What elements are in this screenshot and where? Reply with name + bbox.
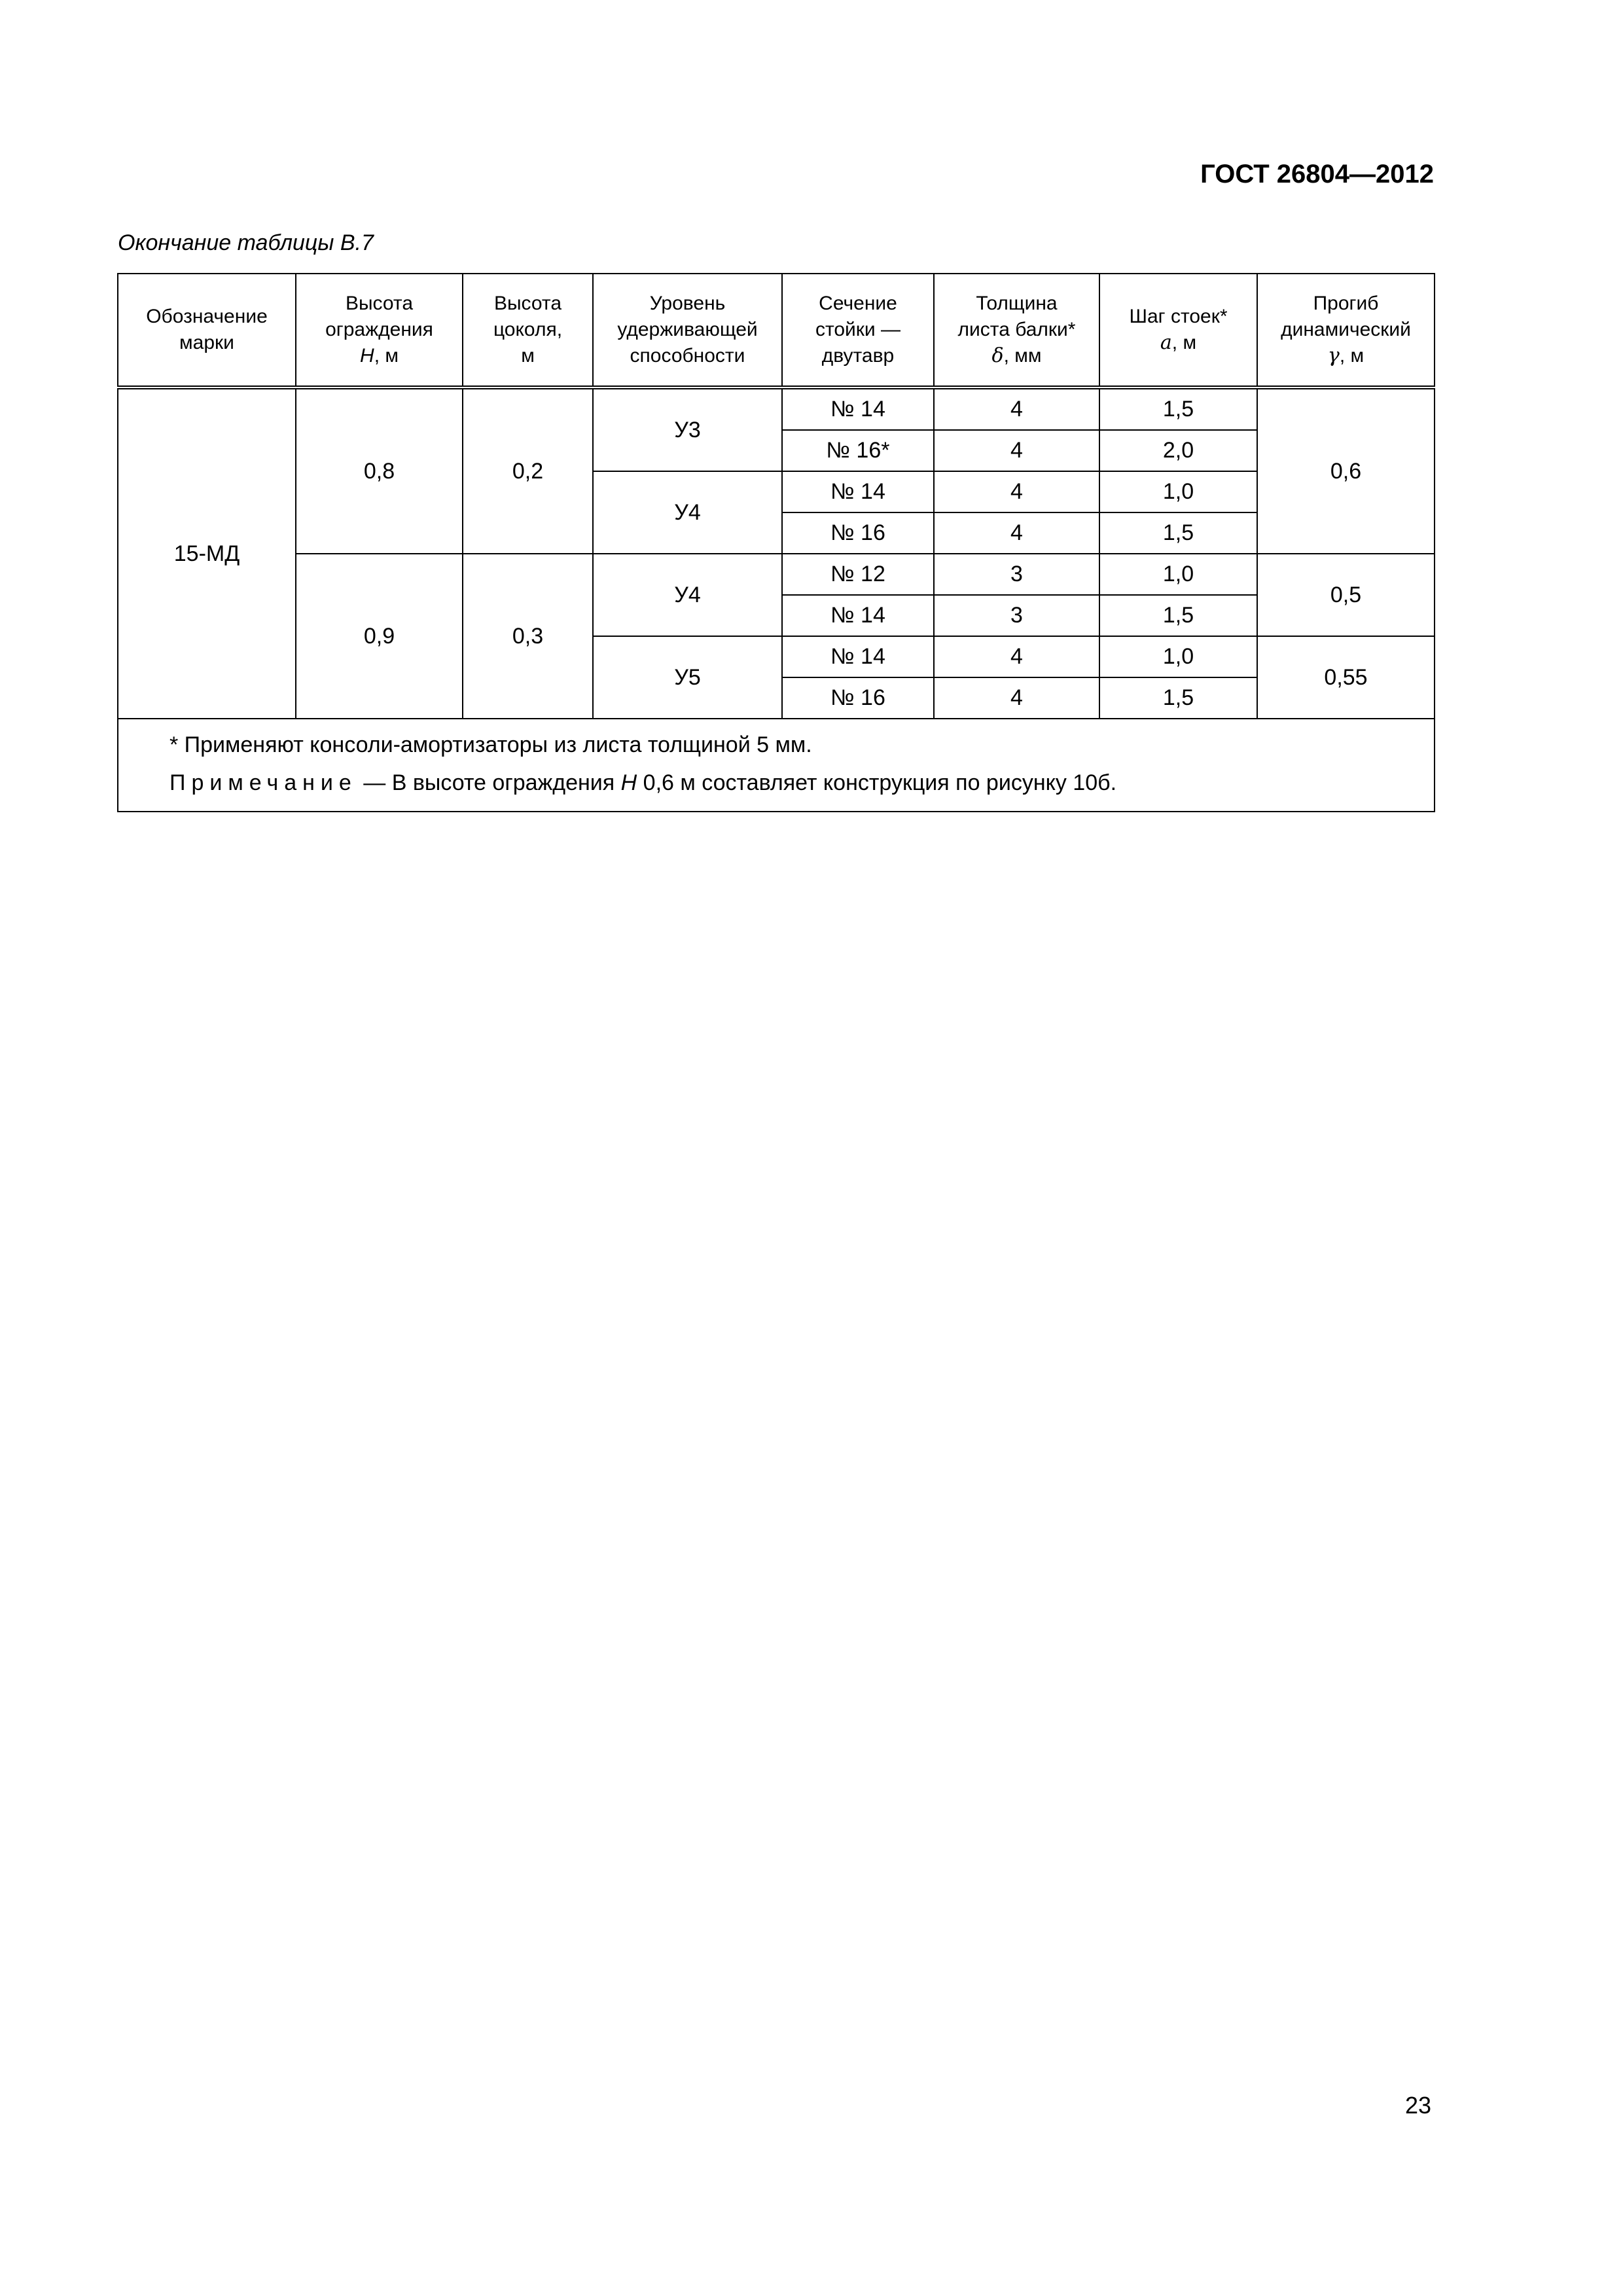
note-dash: — В высоте ограждения [357, 770, 621, 795]
cell-step: 1,0 [1099, 636, 1257, 677]
header-unit: , м [1171, 332, 1197, 353]
header-text: цоколя, [493, 319, 563, 340]
header-text: ограждения [325, 319, 433, 340]
cell-thickness: 4 [934, 471, 1099, 512]
cell-step: 1,5 [1099, 387, 1257, 430]
header-text: удерживающей [617, 319, 758, 340]
header-unit: , мм [1003, 345, 1042, 367]
note-rest: 0,6 м составляет конструкция по рисунку 10б. [637, 770, 1117, 795]
cell-step: 1,0 [1099, 471, 1257, 512]
cell-height: 0,8 [296, 387, 463, 554]
cell-step: 1,5 [1099, 595, 1257, 636]
cell-plinth: 0,2 [463, 387, 593, 554]
table-row [118, 387, 1435, 430]
document-code: ГОСТ 26804—2012 [1200, 160, 1434, 188]
cell-section: № 16* [782, 430, 934, 471]
cell-section: № 14 [782, 387, 934, 430]
cell-thickness: 3 [934, 595, 1099, 636]
header-text: Уровень [649, 293, 726, 314]
header-text: Прогиб [1313, 293, 1379, 314]
header-text: двутавр [821, 345, 895, 367]
col-header-section [782, 274, 934, 387]
col-header-deflection [1257, 274, 1435, 387]
header-symbol: a [1160, 331, 1172, 354]
note [169, 764, 1434, 802]
col-header-mark [118, 274, 296, 387]
cell-thickness: 3 [934, 554, 1099, 595]
cell-level: У3 [593, 387, 782, 471]
col-header-level [593, 274, 782, 387]
cell-thickness: 4 [934, 636, 1099, 677]
cell-step: 1,0 [1099, 554, 1257, 595]
cell-level: У4 [593, 554, 782, 636]
header-text: марки [179, 332, 234, 353]
header-text: Сечение [819, 293, 897, 314]
header-text: стойки — [815, 319, 901, 340]
notes-cell [118, 719, 1435, 812]
header-text: м [521, 345, 535, 367]
note-symbol: H [620, 770, 637, 795]
cell-section: № 16 [782, 677, 934, 719]
cell-step: 1,5 [1099, 677, 1257, 719]
cell-step: 1,5 [1099, 512, 1257, 554]
col-header-height [296, 274, 463, 387]
cell-level: У4 [593, 471, 782, 554]
header-text: способности [630, 345, 745, 367]
cell-thickness: 4 [934, 387, 1099, 430]
cell-section: № 14 [782, 471, 934, 512]
header-text: Толщина [976, 293, 1058, 314]
header-text: Шаг стоек* [1129, 306, 1228, 327]
cell-deflection: 0,5 [1257, 554, 1435, 636]
header-unit: , м [374, 345, 399, 367]
col-header-step [1099, 274, 1257, 387]
note-label: Примечание [169, 770, 357, 795]
cell-mark: 15-МД [118, 387, 296, 719]
cell-section: № 16 [782, 512, 934, 554]
header-symbol: γ [1327, 344, 1340, 367]
header-text: Обозначение [146, 306, 268, 327]
header-text: Высота [493, 293, 562, 314]
header-text: Высота [345, 293, 414, 314]
col-header-plinth [463, 274, 593, 387]
header-symbol: H [360, 345, 374, 367]
header-symbol: δ [991, 344, 1004, 367]
cell-thickness: 4 [934, 512, 1099, 554]
cell-section: № 14 [782, 595, 934, 636]
cell-plinth: 0,3 [463, 554, 593, 719]
cell-height: 0,9 [296, 554, 463, 719]
notes-row [118, 719, 1435, 812]
cell-section: № 14 [782, 636, 934, 677]
col-header-thickness [934, 274, 1099, 387]
cell-deflection: 0,55 [1257, 636, 1435, 719]
header-text: динамический [1281, 319, 1411, 340]
cell-level: У5 [593, 636, 782, 719]
header-unit: , м [1339, 345, 1364, 367]
cell-thickness: 4 [934, 430, 1099, 471]
cell-step: 2,0 [1099, 430, 1257, 471]
footnote: * Применяют консоли-амортизаторы из листа толщиной 5 мм. [169, 732, 812, 757]
spec-table [117, 273, 1435, 812]
cell-thickness: 4 [934, 677, 1099, 719]
table-caption: Окончание таблицы В.7 [118, 230, 374, 255]
header-text: листа балки* [957, 319, 1076, 340]
page-number: 23 [1404, 2092, 1431, 2119]
cell-deflection: 0,6 [1257, 387, 1435, 554]
header-row [118, 274, 1435, 387]
cell-section: № 12 [782, 554, 934, 595]
table-row [118, 554, 1435, 595]
